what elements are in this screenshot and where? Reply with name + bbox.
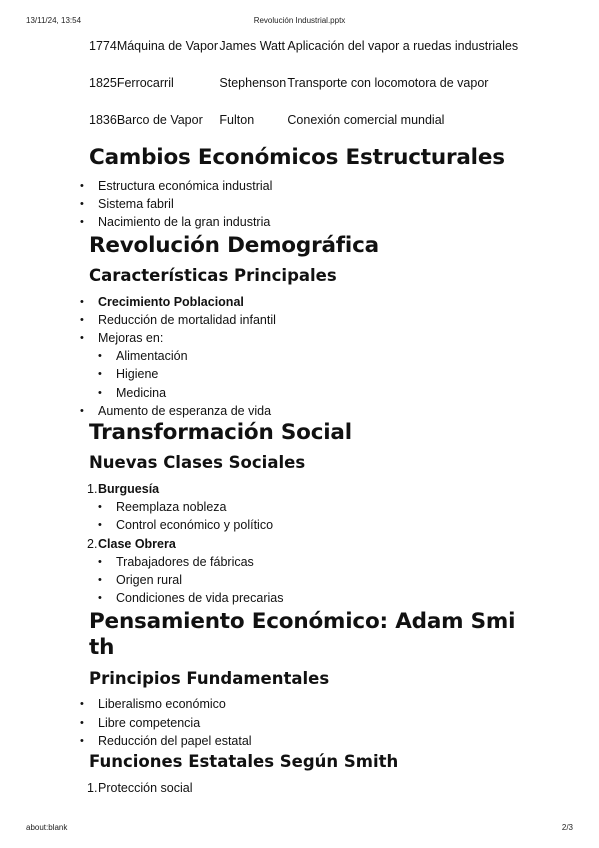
table-row — [89, 101, 519, 138]
list-item: • Liberalismo económico — [89, 695, 519, 713]
document-body — [89, 27, 519, 797]
cambios-list — [89, 177, 519, 232]
list-item: • Higiene — [107, 365, 519, 383]
table-cell-year: 1825 — [89, 75, 117, 90]
demografica-list — [89, 293, 519, 420]
list-item: • Estructura económica industrial — [89, 177, 519, 195]
table-cell-application: Conexión comercial mundial — [287, 112, 445, 127]
list-item: • Control económico y político — [107, 516, 519, 534]
table-cell-person: Stephenson — [219, 75, 287, 90]
subheading-caracteristicas: Características Principales — [89, 265, 337, 285]
inventions-table — [89, 27, 519, 138]
page-number: 2/3 — [561, 823, 573, 832]
list-item: • Trabajadores de fábricas — [107, 553, 519, 571]
subheading-principios: Principios Fundamentales — [89, 669, 330, 689]
table-cell-invention: Ferrocarril — [116, 75, 174, 90]
list-item: • Origen rural — [107, 571, 519, 589]
funciones-list — [89, 779, 519, 797]
list-item: • Mejoras en: • Alimentación • Higiene • Medicina — [89, 329, 519, 402]
list-item: • Libre competencia — [89, 714, 519, 732]
heading-revolucion-demografica: Revolución Demográfica — [89, 232, 379, 258]
table-cell-invention: Barco de Vapor — [116, 112, 203, 127]
list-item: • Crecimiento Poblacional — [89, 293, 519, 311]
list-item: 1. Burguesía • Reemplaza nobleza • Control económico y político — [89, 480, 519, 535]
print-timestamp: 13/11/24, 13:54 — [26, 16, 82, 25]
table-cell-person: Fulton — [219, 112, 255, 127]
table-cell-year: 1836 — [89, 112, 117, 127]
table-cell-application: Transporte con locomotora de vapor — [287, 75, 489, 90]
table-row — [89, 27, 519, 64]
list-item: 2. Clase Obrera • Trabajadores de fábricas • Origen rural • Condiciones de vida precarias — [89, 535, 519, 608]
print-url: about:blank — [26, 823, 68, 832]
table-cell-person: James Watt — [219, 38, 285, 53]
subheading-nuevas-clases: Nuevas Clases Sociales — [89, 453, 306, 473]
list-item: • Sistema fabril — [89, 195, 519, 213]
list-item: 1. Protección social — [87, 781, 193, 796]
principios-list — [89, 695, 519, 750]
table-row — [89, 64, 519, 101]
list-item: • Reemplaza nobleza — [107, 498, 519, 516]
clases-list — [89, 480, 519, 607]
list-item: • Reducción del papel estatal — [89, 732, 519, 750]
mejoras-sublist — [98, 347, 519, 402]
print-document-title: Revolución Industrial.pptx — [253, 16, 346, 25]
table-cell-application: Aplicación del vapor a ruedas industriales — [287, 38, 519, 53]
list-item: • Condiciones de vida precarias — [107, 589, 519, 607]
subheading-funciones-estatales: Funciones Estatales Según Smith — [89, 752, 399, 772]
table-cell-invention: Máquina de Vapor — [116, 38, 219, 53]
list-item: • Medicina — [107, 384, 519, 402]
heading-adam-smith: Pensamiento Económico: Adam Smi th — [89, 609, 516, 661]
heading-transformacion-social: Transformación Social — [89, 420, 352, 446]
heading-cambios-economicos: Cambios Económicos Estructurales — [89, 145, 505, 170]
list-item: • Reducción de mortalidad infantil — [89, 311, 519, 329]
list-item: • Aumento de esperanza de vida — [89, 402, 519, 420]
list-item: • Nacimiento de la gran industria — [89, 213, 519, 231]
burguesia-sublist — [98, 498, 519, 534]
table-cell-year: 1774 — [89, 38, 117, 53]
clase-obrera-sublist — [98, 553, 519, 608]
list-item: • Alimentación — [107, 347, 519, 365]
